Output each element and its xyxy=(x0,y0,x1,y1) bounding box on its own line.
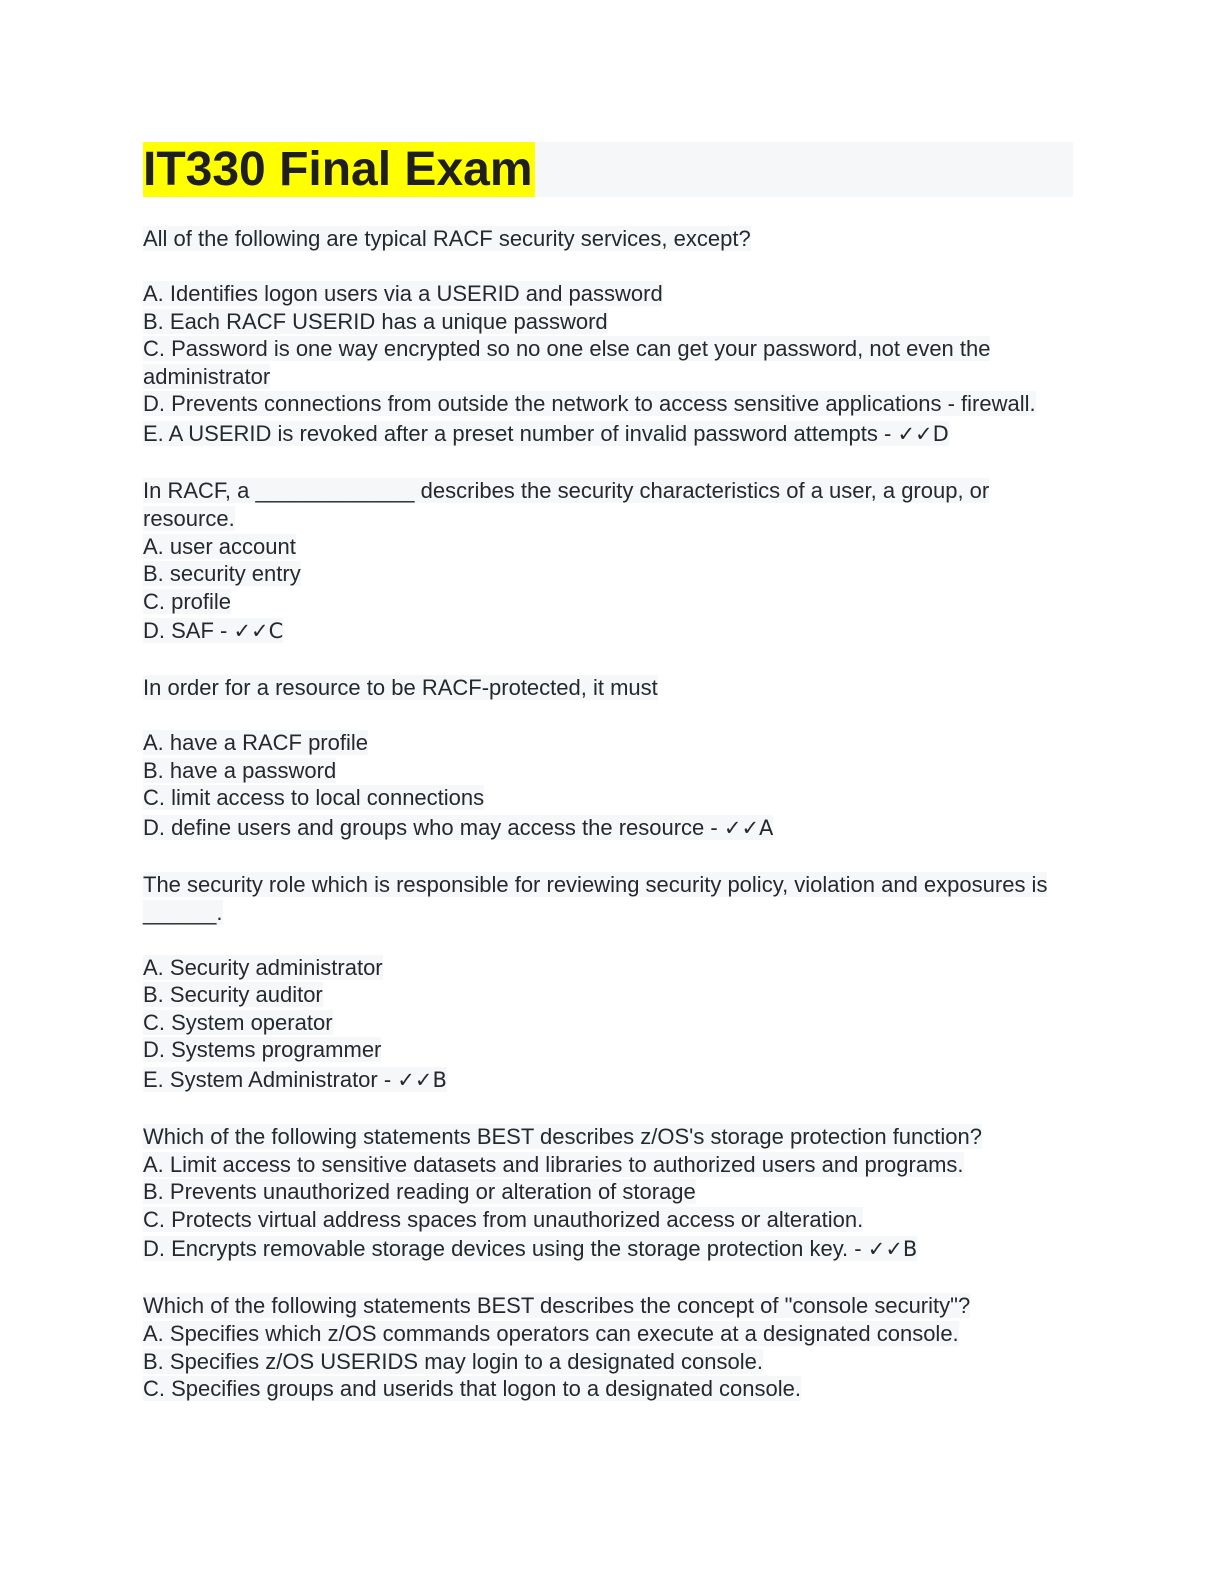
option-d: D. Prevents connections from outside the network to access sensitive applications - firewall. xyxy=(143,391,1036,416)
option-c: C. Password is one way encrypted so no one else can get your password, not even the administrator xyxy=(143,336,991,389)
answer-key: ✓✓D xyxy=(897,421,949,446)
question-text: Which of the following statements BEST describes the concept of "console security"? xyxy=(143,1293,971,1318)
option-b: B. Security auditor xyxy=(143,982,323,1007)
document-page xyxy=(143,142,1073,1403)
question-text: Which of the following statements BEST describes z/OS's storage protection function? xyxy=(143,1123,982,1149)
option-c: C. profile xyxy=(143,588,232,614)
option-b: B. Each RACF USERID has a unique password xyxy=(143,308,608,334)
option-c: C. Specifies groups and userids that logon to a designated console. xyxy=(143,1376,801,1401)
option-a: A. Specifies which z/OS commands operators can execute at a designated console. xyxy=(143,1321,959,1346)
question-text: The security role which is responsible for reviewing security policy, violation and exposures is ______. xyxy=(143,871,1048,925)
answer-key: ✓✓B xyxy=(397,1067,447,1092)
option-c: C. limit access to local connections xyxy=(143,785,485,810)
option-c: C. System operator xyxy=(143,1009,333,1035)
option-c: C. Protects virtual address spaces from unauthorized access or alteration. xyxy=(143,1206,864,1232)
option-b: B. have a password xyxy=(143,757,337,783)
option-b: B. Prevents unauthorized reading or alteration of storage xyxy=(143,1179,696,1204)
question-3 xyxy=(143,674,1073,844)
question-text: All of the following are typical RACF security services, except? xyxy=(143,226,751,251)
option-b: B. Specifies z/OS USERIDS may login to a designated console. xyxy=(143,1348,763,1374)
option-d: D. SAF - ✓✓C xyxy=(143,618,284,643)
question-2 xyxy=(143,477,1073,648)
question-1 xyxy=(143,225,1073,450)
question-6 xyxy=(143,1292,1073,1403)
option-a: A. Identifies logon users via a USERID and password xyxy=(143,281,663,306)
page-title: IT330 Final Exam xyxy=(143,143,533,196)
answer-key: ✓✓A xyxy=(723,815,774,840)
option-e: E. A USERID is revoked after a preset number of invalid password attempts - ✓✓D xyxy=(143,420,949,446)
option-a: A. have a RACF profile xyxy=(143,730,368,755)
option-d: D. Systems programmer xyxy=(143,1037,382,1062)
question-text: In order for a resource to be RACF-protected, it must xyxy=(143,675,658,700)
option-a: A. user account xyxy=(143,533,296,559)
option-b: B. security entry xyxy=(143,561,301,586)
option-d: D. define users and groups who may access the resource - ✓✓A xyxy=(143,814,774,840)
option-a: A. Security administrator xyxy=(143,954,383,980)
question-4 xyxy=(143,871,1073,1096)
question-5 xyxy=(143,1123,1073,1266)
title-bar xyxy=(143,142,1073,197)
answer-key: ✓✓B xyxy=(867,1237,918,1261)
option-e: E. System Administrator - ✓✓B xyxy=(143,1066,447,1092)
answer-key: ✓✓C xyxy=(233,619,284,643)
question-text: In RACF, a _____________ describes the security characteristics of a user, a group, or resource. xyxy=(143,477,990,531)
option-d: D. Encrypts removable storage devices using the storage protection key. - ✓✓B xyxy=(143,1236,918,1261)
option-a: A. Limit access to sensitive datasets and libraries to authorized users and programs. xyxy=(143,1151,964,1177)
